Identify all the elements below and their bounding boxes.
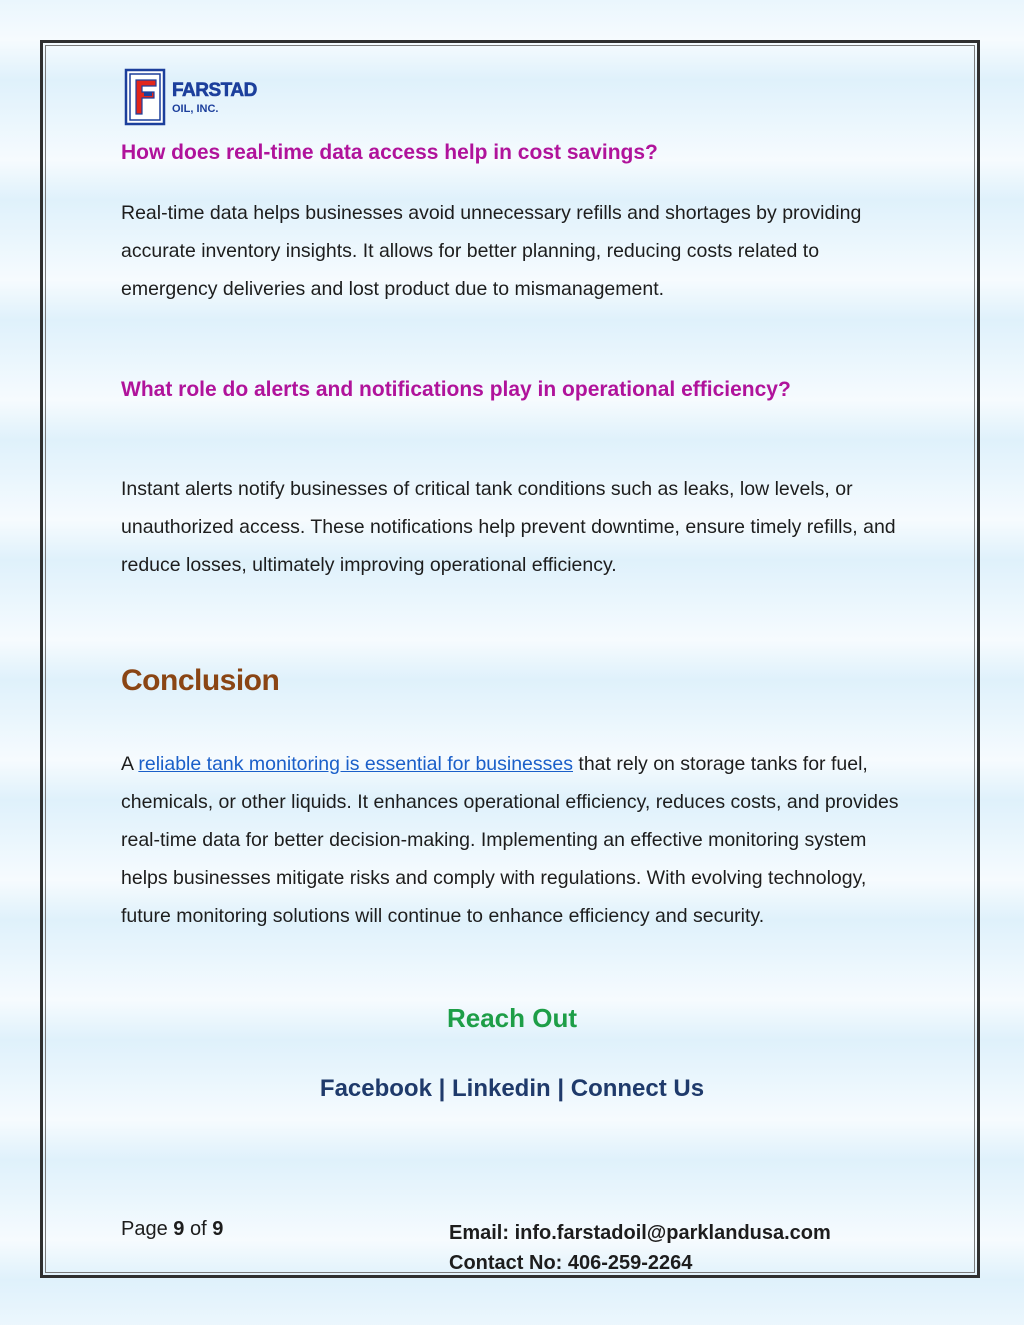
page-total: 9	[212, 1218, 224, 1240]
footer-contact	[449, 1218, 831, 1278]
conclusion-prefix: A	[121, 753, 133, 775]
reach-out-heading: Reach Out	[446, 1003, 578, 1033]
connect-us-link[interactable]: Connect Us	[570, 1075, 705, 1102]
page-word: Page	[121, 1218, 168, 1240]
conclusion-heading: Conclusion	[121, 664, 280, 697]
social-links	[0, 1075, 1024, 1103]
svg-text:FARSTAD: FARSTAD	[172, 80, 257, 101]
page-number	[121, 1218, 223, 1241]
question-heading-1: How does real-time data access help in cost savings?	[121, 141, 658, 164]
answer-paragraph-1: Real-time data helps businesses avoid unnecessary refills and shortages by providing accurate inventory insights. It allows for better planning, reducing costs related to emergency deliveries and lost product due to mismanagement.	[121, 202, 862, 300]
contact-number-line: Contact No: 406-259-2264	[449, 1252, 693, 1274]
email-line: Email: info.farstadoil@parklandusa.com	[449, 1222, 831, 1244]
question-heading-2: What role do alerts and notifications play in operational efficiency?	[121, 378, 791, 401]
separator: |	[438, 1075, 446, 1102]
answer-paragraph-2: Instant alerts notify businesses of critical tank conditions such as leaks, low levels, or unauthorized access. These notifications help prevent downtime, ensure timely refills, and reduce losses, ultimately improving operational efficiency.	[121, 478, 896, 576]
page-current: 9	[173, 1218, 185, 1240]
svg-text:OIL, INC.: OIL, INC.	[172, 103, 219, 115]
farstad-logo	[124, 68, 284, 126]
facebook-link[interactable]: Facebook	[319, 1075, 432, 1102]
of-word: of	[189, 1218, 207, 1240]
separator: |	[557, 1075, 565, 1102]
linkedin-link[interactable]: Linkedin	[452, 1075, 551, 1102]
conclusion-paragraph	[121, 745, 911, 935]
conclusion-rest: that rely on storage tanks for fuel, chemicals, or other liquids. It enhances operational efficiency, reduces costs, and provides real-time data for better decision-making. Implementing an effective monitoring system helps businesses mitigate risks and comply with regulations. With evolving technology, future monitoring solutions will continue to enhance efficiency and security.	[121, 753, 899, 927]
reliable-tank-monitoring-link[interactable]: reliable tank monitoring is essential for businesses	[138, 753, 573, 775]
